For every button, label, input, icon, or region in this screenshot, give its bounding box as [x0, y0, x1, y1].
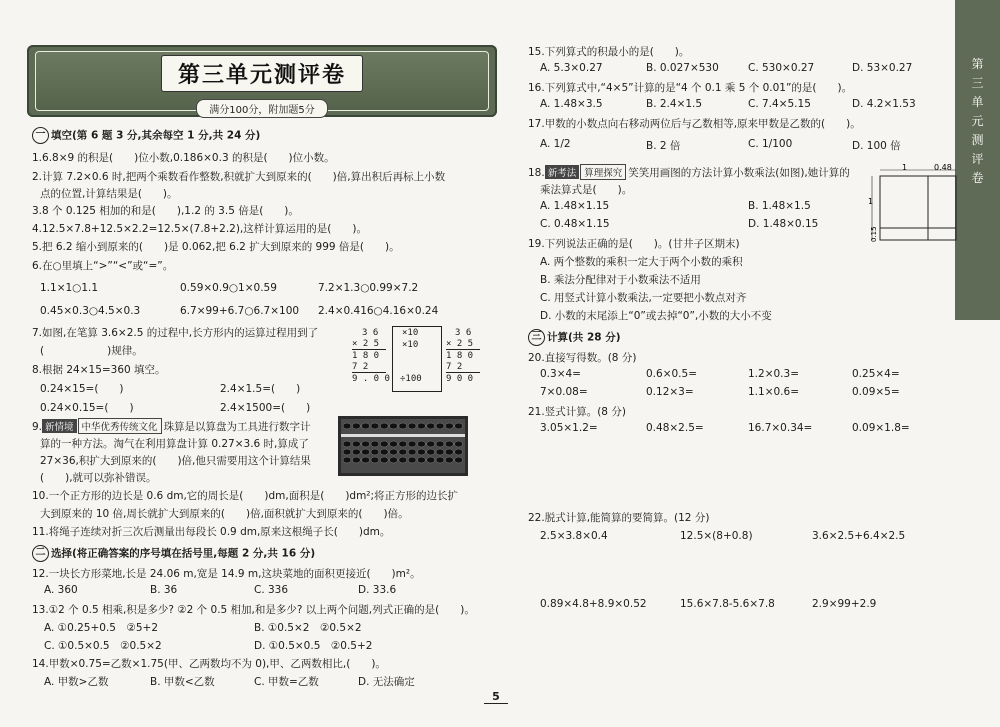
question-1: 1.6.8×9 的积是( )位小数,0.186×0.3 的积是( )位小数。	[32, 152, 335, 164]
question-number: 9.	[32, 421, 43, 433]
option: B. 2.4×1.5	[646, 98, 703, 110]
abacus-image	[338, 416, 468, 476]
calc-right-row: 9 0 0	[446, 374, 474, 384]
calc-left-row: 3 6	[362, 328, 379, 338]
question-9-cont: 算的一种方法。淘气在利用算盘计算 0.27×3.6 时,算成了	[40, 438, 309, 450]
oral-item: 1.2×0.3=	[748, 368, 799, 380]
tag-culture: 中华优秀传统文化	[78, 418, 162, 434]
oral-item: 0.3×4=	[540, 368, 581, 380]
option: C. 用竖式计算小数乘法,一定要把小数点对齐	[540, 292, 747, 304]
option: C. 甲数=乙数	[254, 676, 319, 688]
tag-new-method: 新考法	[545, 165, 580, 179]
section-label: 选择(将正确答案的序号填在括号里,每题 2 分,共 16 分)	[51, 547, 316, 560]
tag-new-context: 新情境	[42, 419, 77, 433]
q8-item: 2.4×1500=( )	[220, 402, 311, 414]
option: B. 36	[150, 584, 178, 596]
option: A. 两个整数的乘积一定大于两个小数的乘积	[540, 256, 743, 268]
q8-item: 0.24×0.15=( )	[40, 402, 134, 414]
calc-left-row: × 2 5	[352, 339, 386, 350]
section-number: 一	[32, 127, 49, 144]
question-17: 17.甲数的小数点向右移动两位后与乙数相等,原来甲数是乙数的( )。	[528, 118, 861, 130]
question-9	[32, 418, 311, 434]
oral-item: 0.6×0.5=	[646, 368, 697, 380]
section-fill-header	[32, 127, 260, 144]
vertical-item: 16.7×0.34=	[748, 422, 813, 434]
oral-item: 7×0.08=	[540, 386, 588, 398]
option: B. 甲数<乙数	[150, 676, 215, 688]
question-6: 6.在○里填上“>”“<”或“=”。	[32, 260, 174, 272]
question-4: 4.12.5×7.8+12.5×2.2=12.5×(7.8+2.2),这样计算运用的是( )。	[32, 223, 367, 235]
option: D. 无法确定	[358, 676, 415, 688]
option: A. 1.48×1.15	[540, 200, 610, 212]
question-2: 2.计算 7.2×0.6 时,把两个乘数看作整数,积就扩大到原来的( )倍,算出积后再标上小数	[32, 171, 446, 183]
stepwise-item: 2.9×99+2.9	[812, 598, 877, 610]
oral-item: 0.12×3=	[646, 386, 694, 398]
question-7-cont: ( )规律。	[40, 345, 143, 357]
stepwise-item: 3.6×2.5+6.4×2.5	[812, 530, 906, 542]
option: D. 1.48×0.15	[748, 218, 819, 230]
vertical-item: 0.48×2.5=	[646, 422, 704, 434]
page-number: 5	[484, 690, 508, 704]
option: D. 小数的末尾添上“0”或去掉“0”,小数的大小不变	[540, 310, 772, 322]
option: D. 100 倍	[852, 140, 901, 152]
option: D. 33.6	[358, 584, 397, 596]
option: D. ①0.5×0.5 ②0.5+2	[254, 640, 373, 652]
question-10: 10.一个正方形的边长是 0.6 dm,它的周长是( )dm,面积是( )dm²;将正方形的边长扩	[32, 490, 459, 502]
calc-left-row: 9 . 0 0	[352, 374, 390, 384]
option: C. 530×0.27	[748, 62, 815, 74]
option: A. 1.48×3.5	[540, 98, 603, 110]
question-9-cont: 27×36,积扩大到原来的( )倍,他只需要用这个计算结果	[40, 455, 311, 467]
section-number: 三	[528, 329, 545, 346]
question-21: 21.竖式计算。(8 分)	[528, 406, 626, 418]
stepwise-item: 2.5×3.8×0.4	[540, 530, 608, 542]
option: B. 1.48×1.5	[748, 200, 811, 212]
question-11: 11.将绳子连续对折三次后测量出每段长 0.9 dm,原来这根绳子长( )dm。	[32, 526, 391, 538]
question-9-text: 珠算是以算盘为工具进行数字计	[163, 421, 311, 433]
vertical-item: 0.09×1.8=	[852, 422, 910, 434]
title-banner	[27, 45, 497, 117]
option: D. 4.2×1.53	[852, 98, 916, 110]
question-12: 12.一块长方形菜地,长是 24.06 m,宽是 14.9 m,这块菜地的面积更接近( )m²。	[32, 568, 421, 580]
stepwise-item: 15.6×7.8-5.6×7.8	[680, 598, 775, 610]
score-note: 满分100分，附加题5分	[196, 99, 327, 118]
fig-label-left-2: 0.15	[870, 226, 878, 242]
question-8: 8.根据 24×15=360 填空。	[32, 364, 166, 376]
calc-left-row: 1 8 0	[352, 351, 380, 361]
question-19: 19.下列说法正确的是( )。(甘井子区期末)	[528, 238, 740, 250]
compare-item: 7.2×1.3○0.99×7.2	[318, 282, 419, 294]
compare-item: 0.59×0.9○1×0.59	[180, 282, 277, 294]
fig-label-left-1: 1	[868, 197, 874, 206]
section-label: 填空(第 6 题 3 分,其余每空 1 分,共 24 分)	[51, 129, 261, 142]
option: C. 336	[254, 584, 289, 596]
vertical-item: 3.05×1.2=	[540, 422, 598, 434]
vertical-calc-figure	[352, 328, 502, 398]
q8-item: 0.24×15=( )	[40, 383, 124, 395]
calc-right-row: 3 6	[455, 328, 472, 338]
arrow-label: ÷100	[400, 374, 422, 384]
arrow-label: ×10	[402, 340, 419, 350]
arrow-label: ×10	[402, 328, 419, 338]
compare-item: 6.7×99+6.7○6.7×100	[180, 305, 300, 317]
option: A. 5.3×0.27	[540, 62, 603, 74]
option: A. 360	[44, 584, 78, 596]
compare-item: 2.4×0.416○4.16×0.24	[318, 305, 439, 317]
calc-right-row: 7 2	[446, 362, 480, 373]
q8-item: 2.4×1.5=( )	[220, 383, 301, 395]
question-5: 5.把 6.2 缩小到原来的( )是 0.062,把 6.2 扩大到原来的 999 倍是( )。	[32, 241, 400, 253]
section-label: 计算(共 28 分)	[547, 331, 621, 344]
compare-item: 1.1×1○1.1	[40, 282, 99, 294]
option: C. 0.48×1.15	[540, 218, 610, 230]
oral-item: 1.1×0.6=	[748, 386, 799, 398]
question-14: 14.甲数×0.75=乙数×1.75(甲、乙两数均不为 0),甲、乙两数相比,( )。	[32, 658, 386, 670]
question-18-text: 笑笑用画图的方法计算小数乘法(如图),她计算的	[628, 167, 850, 179]
stepwise-item: 12.5×(8+0.8)	[680, 530, 753, 542]
oral-item: 0.25×4=	[852, 368, 900, 380]
calc-left-row: 7 2	[352, 362, 386, 373]
option: B. 2 倍	[646, 140, 681, 152]
option: C. ①0.5×0.5 ②0.5×2	[44, 640, 162, 652]
calc-right-row: × 2 5	[446, 339, 480, 350]
option: D. 53×0.27	[852, 62, 913, 74]
option: B. 0.027×530	[646, 62, 719, 74]
question-number: 18.	[528, 167, 545, 179]
question-18-cont: 乘法算式是( )。	[540, 184, 633, 196]
option: B. 乘法分配律对于小数乘法不适用	[540, 274, 701, 286]
option: C. 1/100	[748, 138, 793, 150]
tag-reasoning: 算理探究	[580, 164, 626, 180]
page-title: 第三单元测评卷	[161, 55, 363, 92]
side-tab	[955, 0, 1000, 320]
section-compute-header	[528, 329, 621, 346]
fig-label-top-1: 1	[902, 164, 908, 172]
option: A. ①0.25+0.5 ②5+2	[44, 622, 159, 634]
question-13: 13.①2 个 0.5 相乘,积是多少? ②2 个 0.5 相加,和是多少? 以上两个问题,列式正确的是( )。	[32, 604, 475, 616]
calc-right-row: 1 8 0	[446, 351, 474, 361]
option: A. 1/2	[540, 138, 571, 150]
question-2-cont: 点的位置,计算结果是( )。	[40, 188, 178, 200]
option: B. ①0.5×2 ②0.5×2	[254, 622, 362, 634]
question-7: 7.如图,在笔算 3.6×2.5 的过程中,长方形内的运算过程用到了	[32, 327, 319, 339]
fig-label-top-2: 0.48	[934, 164, 952, 172]
question-3: 3.8 个 0.125 相加的和是( ),1.2 的 3.5 倍是( )。	[32, 205, 299, 217]
question-18	[528, 164, 850, 180]
oral-item: 0.09×5=	[852, 386, 900, 398]
question-10-cont: 大到原来的 10 倍,周长就扩大到原来的( )倍,面积就扩大到原来的( )倍。	[40, 508, 409, 520]
area-model-figure	[866, 164, 958, 244]
question-15: 15.下列算式的积最小的是( )。	[528, 46, 690, 58]
option: A. 甲数>乙数	[44, 676, 109, 688]
compare-item: 0.45×0.3○4.5×0.3	[40, 305, 141, 317]
option: C. 7.4×5.15	[748, 98, 811, 110]
side-tab-label: 第 三 单 元 测 评 卷	[971, 57, 984, 185]
question-20: 20.直接写得数。(8 分)	[528, 352, 637, 364]
question-9-cont: ( ),就可以弥补错误。	[40, 472, 157, 484]
section-number: 二	[32, 545, 49, 562]
question-16: 16.下列算式中,“4×5”计算的是“4 个 0.1 乘 5 个 0.01”的是( )。	[528, 82, 853, 94]
question-22: 22.脱式计算,能简算的要简算。(12 分)	[528, 512, 710, 524]
section-choice-header	[32, 545, 315, 562]
stepwise-item: 0.89×4.8+8.9×0.52	[540, 598, 647, 610]
